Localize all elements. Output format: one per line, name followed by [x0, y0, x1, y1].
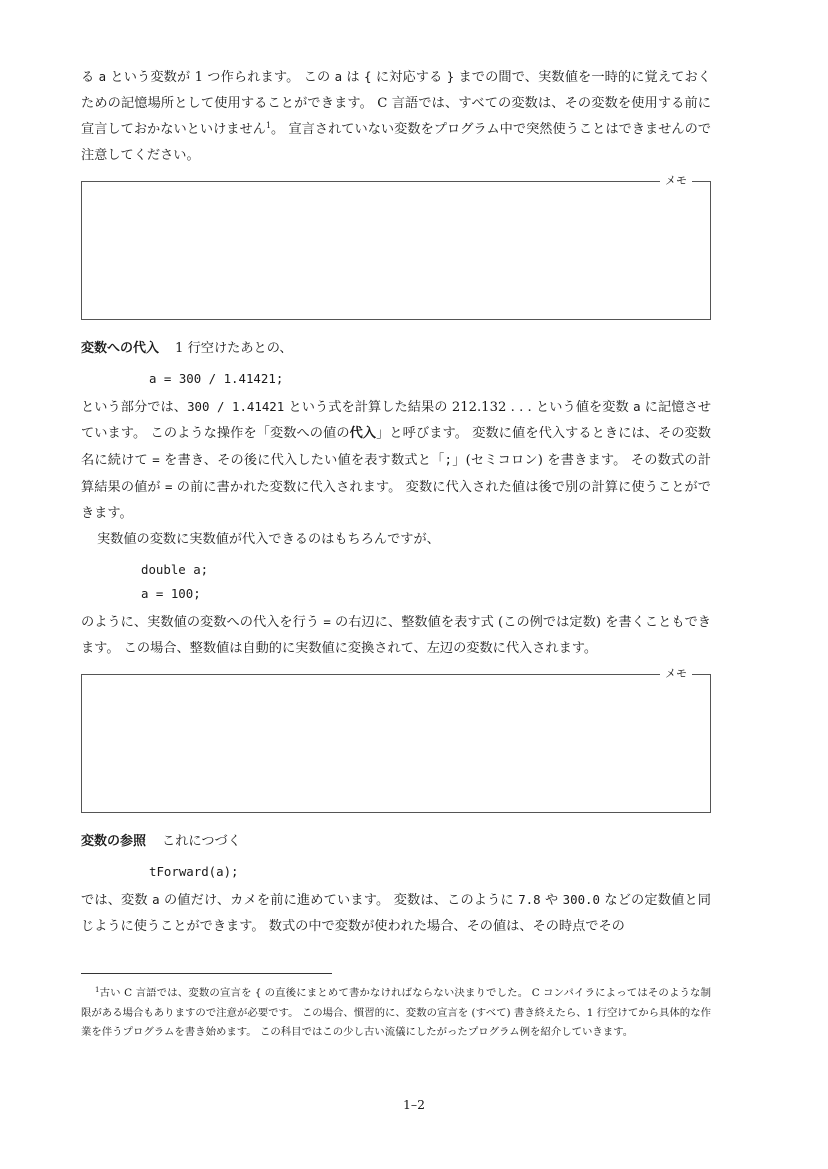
section-assign-intro: [81, 336, 711, 362]
text-run: 古い C 言語では、変数の宣言を: [99, 987, 256, 999]
text-run: 」(セミコロン) を書きます。 その数式の計算結果の値が: [81, 453, 711, 495]
assign-paragraph-2: 実数値の変数に実数値が代入できるのはもちろんですが、: [97, 532, 440, 547]
code-inline: a: [334, 69, 343, 84]
text-run: のように、実数値の変数への代入を行う: [81, 615, 324, 630]
text-run: 1 行空けたあとの、: [175, 341, 293, 356]
code-inline: a: [633, 399, 641, 414]
footnote-number: 1: [95, 986, 100, 994]
text-run: の右辺に、整数値を表す式 (この例では定数) を書くこともできます。 この場合、整数値は自動的に実数値に変換されて、左辺の変数に代入されます。: [81, 615, 711, 656]
assign-paragraph-3: [81, 609, 711, 662]
code-line: double a;: [141, 562, 209, 577]
memo-box[interactable]: [81, 174, 711, 320]
text-run: の値だけ、カメを前に進めています。 変数は、このように: [159, 893, 519, 908]
memo-label: メモ: [660, 667, 692, 681]
code-inline: 300.0: [562, 892, 600, 907]
section-ref-intro: [81, 829, 711, 855]
text-run: では、変数: [81, 893, 153, 908]
section-heading: 変数の参照: [81, 834, 147, 849]
text-run: に対応する: [371, 70, 447, 85]
text-run: の直後にまとめて書かなければならない決まりでした。 C コンパイラによってはそのような制限がある場合もありますので注意が必要です。 この場合、慣習的に、変数の宣言を (すべて) 書き終えたら、1 行空けてから具体的な作業を伴うプログラムを書き始めます。 この科目ではこの少し古い流儀にしたがったプログラム例を紹介していきます。: [81, 987, 711, 1038]
code-inline: 7.8: [518, 892, 541, 907]
code-inline: 300 / 1.41421: [187, 399, 285, 414]
code-inline: =: [323, 614, 331, 629]
text-run: という部分では、: [81, 400, 188, 415]
code-inline: ;: [444, 452, 452, 467]
text-run: る: [81, 70, 99, 85]
text-run: これにつづく: [162, 834, 241, 849]
code-inline: a: [152, 892, 160, 907]
memo-label: メモ: [660, 174, 692, 188]
text-run: 」と呼びます。 変数に値を代入するときには、その変数名に続けて: [81, 426, 711, 468]
page-body: [81, 64, 711, 940]
ref-paragraph: [81, 887, 711, 940]
assign-paragraph: [81, 394, 711, 527]
intro-paragraph: [81, 64, 711, 169]
bold-term: 代入: [349, 426, 377, 441]
text-run: や: [540, 893, 563, 908]
text-run: までの間で、実数値を一時的に覚えておくための記憶場所として使用することができます。 C 言語では、すべての変数は、その変数を使用する前に宣言しておかないといけません: [81, 70, 711, 137]
code-inline: {: [364, 69, 372, 84]
code-line: tForward(a);: [149, 864, 239, 879]
code-line: a = 300 / 1.41421;: [149, 371, 284, 386]
section-heading: 変数への代入: [81, 341, 160, 356]
code-inline: }: [446, 69, 455, 84]
code-inline: a: [98, 69, 107, 84]
page-number: 1–2: [403, 1097, 425, 1112]
code-line: a = 100;: [141, 586, 201, 601]
memo-box[interactable]: [81, 667, 711, 813]
code-inline: =: [152, 452, 160, 467]
footnote: [81, 981, 711, 1043]
text-run: を書き、その後に代入したい値を表す数式と「: [159, 453, 445, 468]
code-inline: =: [164, 479, 173, 494]
text-run: は: [342, 70, 365, 85]
text-run: に記憶させています。 このような操作を「変数への値の: [81, 400, 712, 441]
footnote-rule: [81, 973, 332, 974]
text-run: などの定数値と同じように使うことができます。 数式の中で変数が使われた場合、その値は、その時点でその: [81, 893, 711, 934]
text-run: という式を計算した結果の 212.132 . . . という値を変数: [284, 400, 634, 415]
text-run: 。 宣言されていない変数をプログラム中で突然使うことはできませんので注意してください。: [81, 122, 712, 163]
text-run: の前に書かれた変数に代入されます。 変数に代入された値は後で別の計算に使うことができます。: [81, 480, 711, 521]
text-run: という変数が 1 つ作られます。 この: [106, 70, 335, 85]
code-inline: {: [255, 988, 262, 999]
footnote-marker: 1: [265, 121, 272, 130]
